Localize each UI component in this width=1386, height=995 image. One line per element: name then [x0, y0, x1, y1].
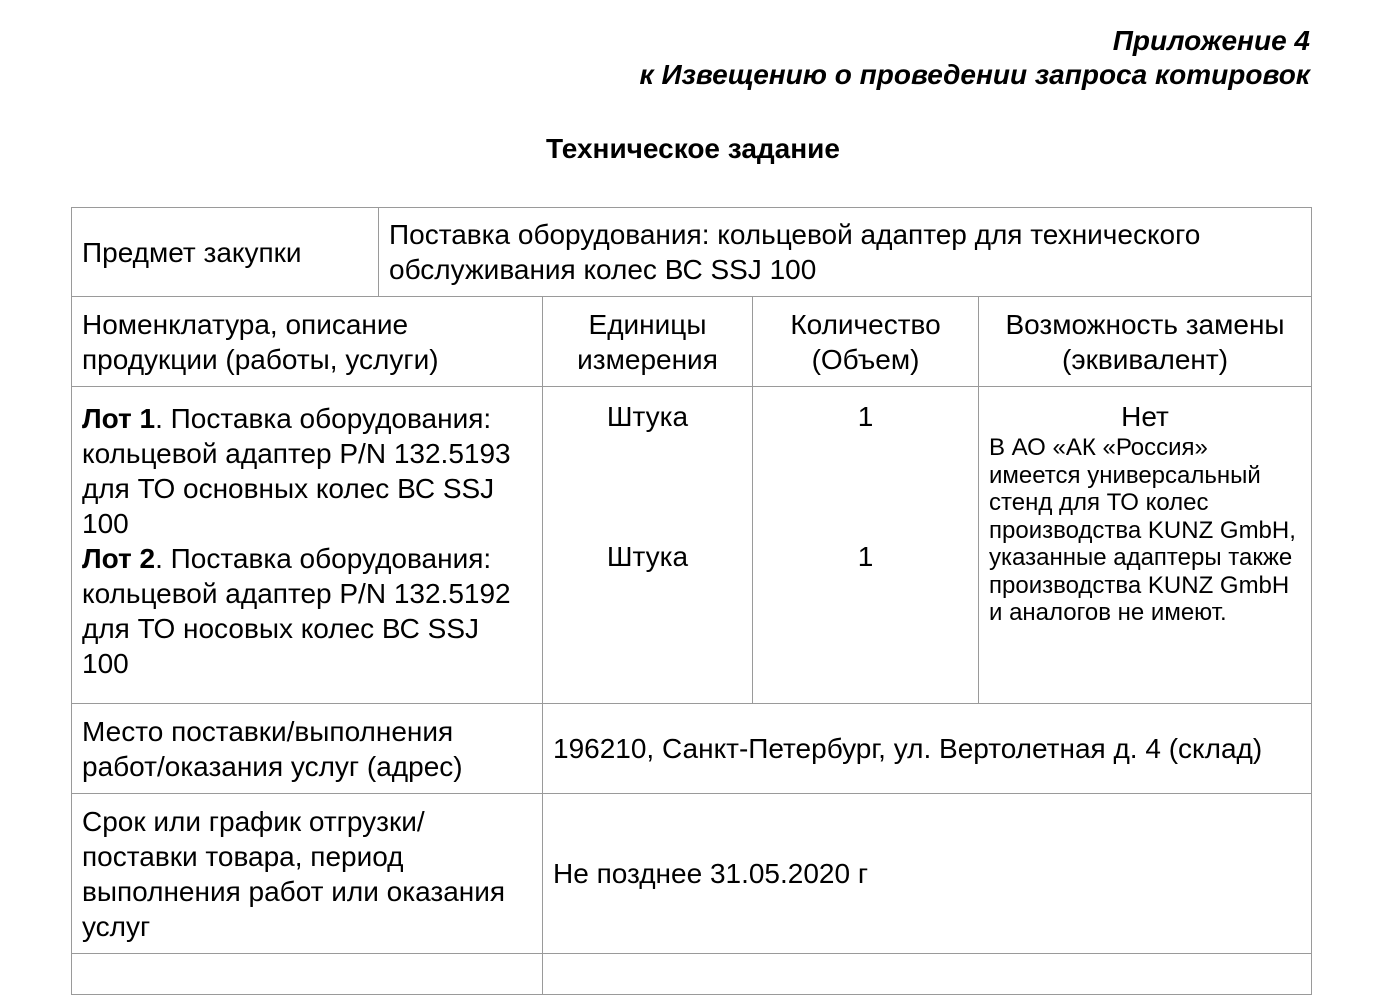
document-title: Техническое задание [546, 133, 840, 164]
delivery-place-row [72, 704, 1312, 794]
lot-2-unit: Штука [606, 541, 689, 572]
delivery-term-value: Не позднее 31.05.2020 г [543, 794, 1312, 954]
units-header: Единицы измерения [543, 297, 753, 387]
equivalent-answer: Нет [1121, 401, 1169, 432]
lot-1-quantity: 1 [857, 401, 874, 432]
delivery-place-label: Место поставки/выполнения работ/оказания услуг (адрес) [72, 704, 543, 794]
appendix-header [640, 24, 1310, 92]
lot-1-text: . Поставка оборудования: кольцевой адаптер P/N 132.5193 для ТО основных колес ВС SSJ 100 [82, 403, 511, 539]
quantity-header: Количество (Объем) [753, 297, 979, 387]
nomenclature-header: Номенклатура, описание продукции (работы, услуги) [72, 297, 543, 387]
equivalent-note: В АО «АК «Россия» имеется универсальный стенд для ТО колес производства KUNZ GmbH, указанные адаптеры также производства KUNZ GmbH и аналогов не имеют. [989, 434, 1296, 626]
subject-label: Предмет закупки [72, 208, 379, 297]
next-row-value-cell [543, 954, 1312, 995]
equivalent-cell [979, 387, 1312, 704]
next-row-label-cell [72, 954, 543, 995]
lot-1-label: Лот 1 [82, 403, 156, 434]
lot-1-unit: Штука [606, 401, 689, 432]
lots-row [72, 387, 1312, 704]
lot-2-quantity: 1 [857, 541, 874, 572]
subject-value: Поставка оборудования: кольцевой адаптер для технического обслуживания колес ВС SSJ 100 [379, 208, 1312, 297]
units-cell [543, 387, 753, 704]
appendix-reference: к Извещению о проведении запроса котировок [639, 59, 1310, 90]
appendix-number: Приложение 4 [1112, 25, 1310, 56]
lot-2-description [82, 541, 532, 681]
quantity-cell [753, 387, 979, 704]
specification-table [71, 207, 1312, 995]
delivery-term-row [72, 794, 1312, 954]
next-row-partial [72, 954, 1312, 995]
lots-description-cell [72, 387, 543, 704]
delivery-term-label: Срок или график отгрузки/ поставки товара, период выполнения работ или оказания услуг [72, 794, 543, 954]
delivery-place-value: 196210, Санкт-Петербург, ул. Вертолетная д. 4 (склад) [543, 704, 1312, 794]
column-header-row [72, 297, 1312, 387]
lot-2-label: Лот 2 [82, 543, 156, 574]
lot-2-text: . Поставка оборудования: кольцевой адаптер P/N 132.5192 для ТО носовых колес ВС SSJ 100 [82, 543, 511, 679]
equivalent-header: Возможность замены (эквивалент) [979, 297, 1312, 387]
subject-row [72, 208, 1312, 297]
lot-1-description [82, 401, 532, 541]
